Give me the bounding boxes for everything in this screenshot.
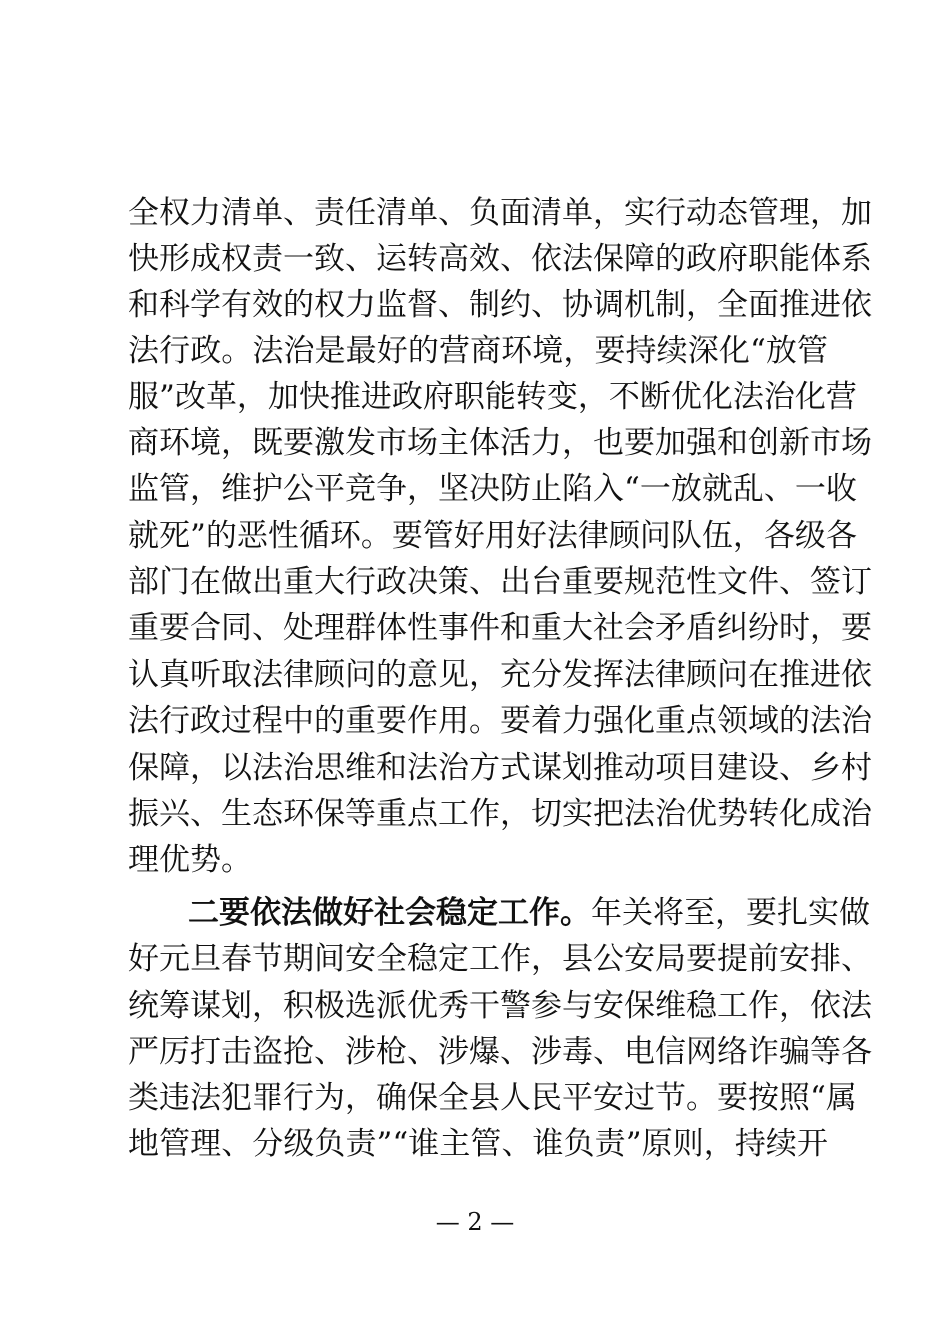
text-line: 就死”的恶性循环。要管好用好法律顾问队伍，各级各 (128, 518, 857, 554)
text-line: 部门在做出重大行政决策、出台重要规范性文件、签订 (128, 564, 872, 600)
text-line: 严厉打击盗抢、涉枪、涉爆、涉毒、电信网络诈骗等各 (128, 1034, 872, 1070)
text-line: 理优势。 (128, 842, 252, 878)
text-line: 类违法犯罪行为，确保全县人民平安过节。要按照“属 (128, 1080, 857, 1116)
page-number: — 2 — (435, 1208, 515, 1236)
text-line: 服”改革，加快推进政府职能转变，不断优化法治化营 (128, 379, 857, 415)
text-line: 监管，维护公平竞争，坚决防止陷入“一放就乱、一收 (128, 471, 857, 507)
text-line: 保障，以法治思维和法治方式谋划推动项目建设、乡村 (128, 750, 872, 786)
text-line: 和科学有效的权力监督、制约、协调机制，全面推进依 (128, 287, 872, 323)
text-line: 商环境，既要激发市场主体活力，也要加强和创新市场 (128, 425, 872, 461)
text-line: 统筹谋划，积极选派优秀干警参与安保维稳工作，依法 (128, 988, 872, 1024)
section-heading: 二要依法做好社会稳定工作。 (188, 895, 591, 931)
text-line: 认真听取法律顾问的意见，充分发挥法律顾问在推进依 (128, 657, 872, 693)
text-line: 振兴、生态环保等重点工作，切实把法治优势转化成治 (128, 796, 872, 832)
section-heading-line (188, 889, 870, 937)
section-heading-continuation: 年关将至，要扎实做 (591, 895, 870, 931)
text-line: 法行政。法治是最好的营商环境，要持续深化“放管 (128, 333, 828, 369)
text-line: 重要合同、处理群体性事件和重大社会矛盾纠纷时，要 (128, 610, 872, 646)
text-line: 全权力清单、责任清单、负面清单，实行动态管理，加 (128, 195, 872, 231)
text-line: 地管理、分级负责”“谁主管、谁负责”原则，持续开 (128, 1126, 828, 1162)
text-line: 快形成权责一致、运转高效、依法保障的政府职能体系 (128, 241, 872, 277)
text-line: 法行政过程中的重要作用。要着力强化重点领域的法治 (128, 703, 872, 739)
text-line: 好元旦春节期间安全稳定工作，县公安局要提前安排、 (128, 941, 872, 977)
